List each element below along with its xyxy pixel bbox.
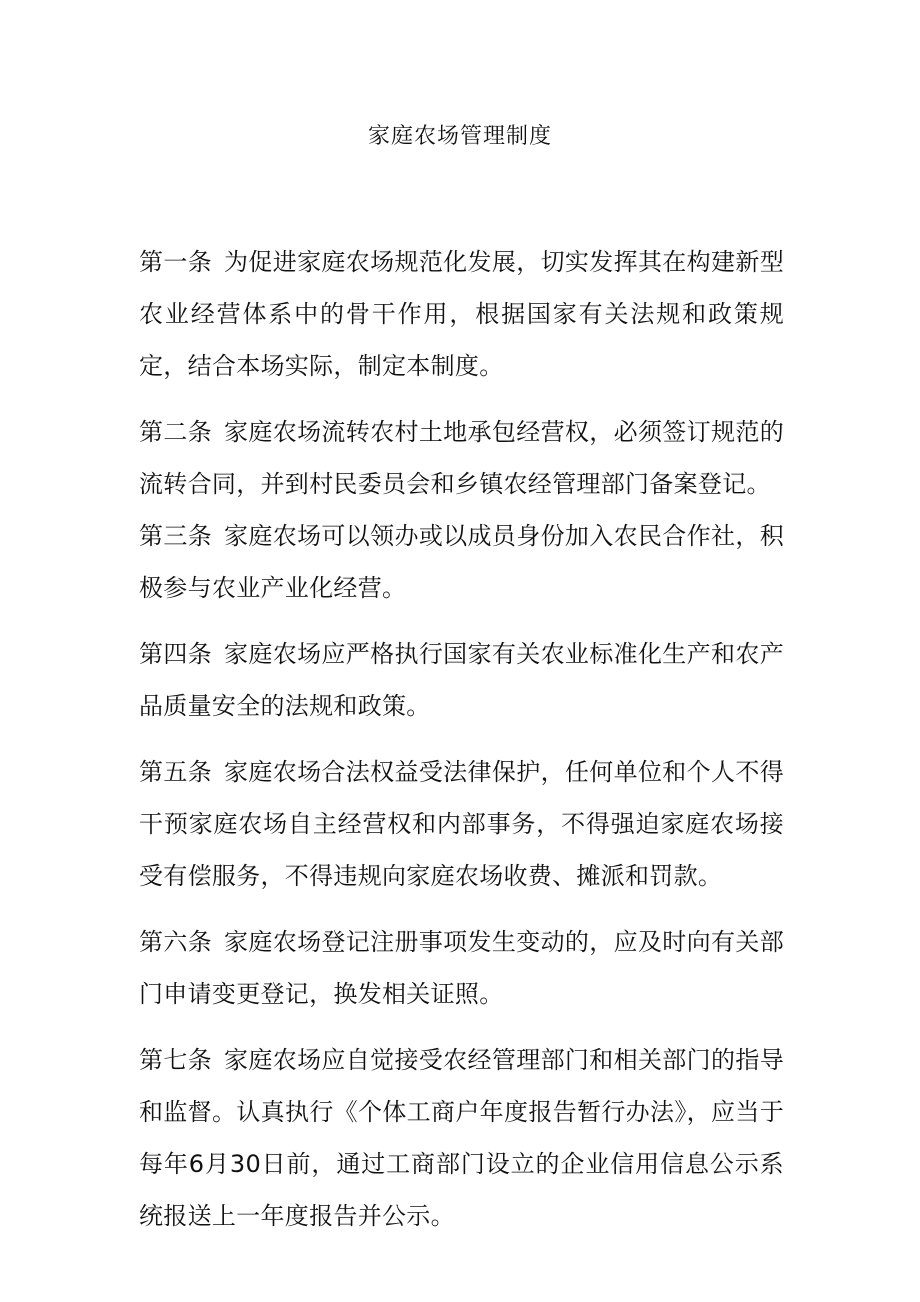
article-number: 第六条 xyxy=(139,928,213,956)
article-number: 第二条 xyxy=(139,418,213,446)
article-number: 第七条 xyxy=(139,1046,213,1074)
article-2 xyxy=(139,406,784,510)
article-5 xyxy=(139,746,784,902)
article-7 xyxy=(139,1034,784,1242)
article-text: 为促进家庭农场规范化发展，切实发挥其在构建新型农业经营体系中的骨干作用，根据国家有关法规和政策规定，结合本场实际，制定本制度。 xyxy=(139,248,784,380)
article-text: 家庭农场应严格执行国家有关农业标准化生产和农产品质量安全的法规和政策。 xyxy=(139,640,784,720)
article-1 xyxy=(139,236,784,392)
article-number: 第四条 xyxy=(139,640,213,668)
article-number: 第三条 xyxy=(139,522,213,550)
document-body xyxy=(139,236,784,1242)
article-text: 家庭农场应自觉接受农经管理部门和相关部门的指导和监督。认真执行《个体工商户年度报告暂行办法》，应当于每年6月30日前，通过工商部门设立的企业信用信息公示系统报送上一年度报告并公示。 xyxy=(139,1046,784,1230)
document-title: 家庭农场管理制度 xyxy=(367,124,552,149)
article-text: 家庭农场流转农村土地承包经营权，必须签订规范的流转合同，并到村民委员会和乡镇农经管理部门备案登记。 xyxy=(139,418,784,498)
article-number: 第五条 xyxy=(139,758,213,786)
article-3 xyxy=(139,510,784,614)
article-6 xyxy=(139,916,784,1020)
article-number: 第一条 xyxy=(139,248,213,276)
article-text: 家庭农场合法权益受法律保护，任何单位和个人不得干预家庭农场自主经营权和内部事务，不得强迫家庭农场接受有偿服务，不得违规向家庭农场收费、摊派和罚款。 xyxy=(139,758,784,890)
article-text: 家庭农场登记注册事项发生变动的，应及时向有关部门申请变更登记，换发相关证照。 xyxy=(139,928,784,1008)
article-text: 家庭农场可以领办或以成员身份加入农民合作社，积极参与农业产业化经营。 xyxy=(139,522,784,602)
article-4 xyxy=(139,628,784,732)
